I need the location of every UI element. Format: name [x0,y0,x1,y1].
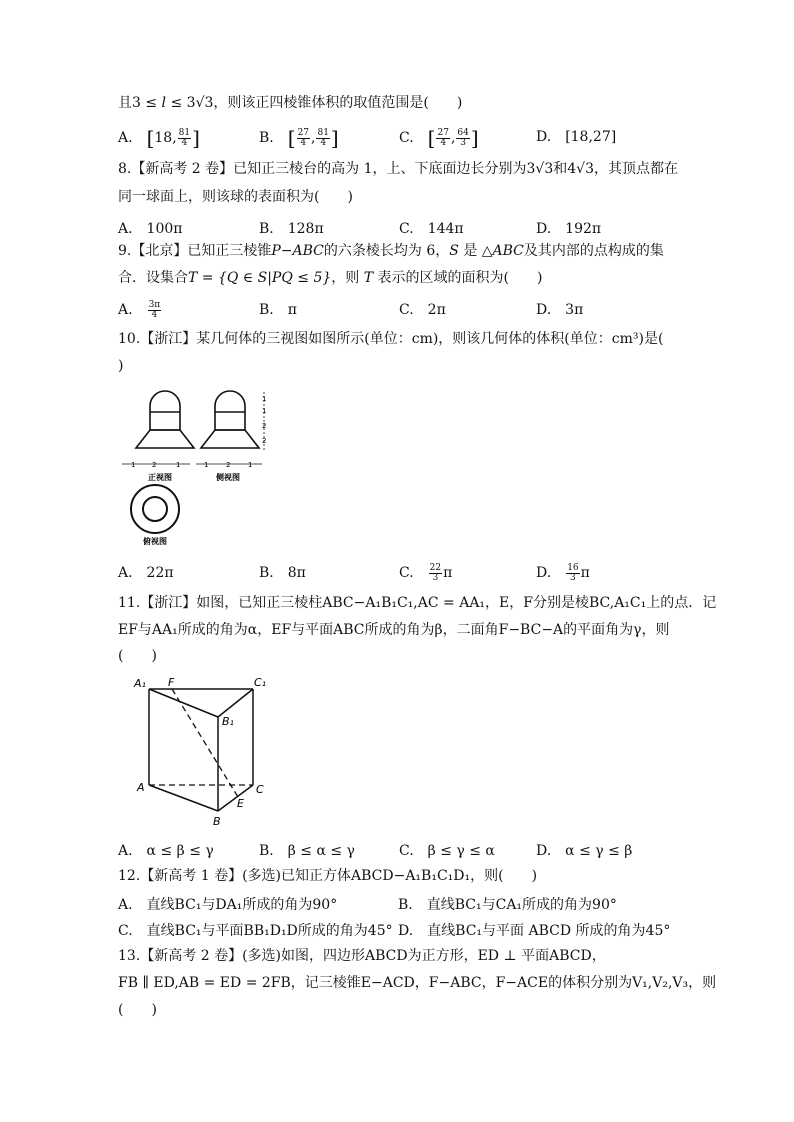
dim-w-front-2: 2 [152,461,157,469]
q8-option-c[interactable]: C. 144π [399,221,464,237]
label-B: B [213,815,221,828]
label-F: F [168,676,175,689]
q9-stem-line1: 9.【北京】已知正三棱锥P−ABC的六条棱长均为 6，S 是 △ABC及其内部的点构成的集 [118,243,664,259]
dim-w-front-3: 1 [176,461,181,469]
front-view-label: 正视图 [148,473,172,482]
q12-stem: 12.【新高考 1 卷】(多选)已知正方体ABCD−A₁B₁C₁D₁，则( ) [118,868,538,884]
dim-h-1: 1 [262,395,267,403]
top-view-label: 俯视图 [143,537,167,546]
q12-options-row2 [118,920,678,938]
q9-options [118,299,678,320]
q8-option-a[interactable]: A. 100π [118,221,183,237]
q12-option-b[interactable]: B. 直线BC₁与CA₁所成的角为90° [398,897,617,913]
q11-options [118,840,678,858]
side-view-drawing [201,391,259,448]
prism-hidden-edges [149,689,253,797]
q10-stem-line1: 10.【浙江】某几何体的三视图如图所示(单位：cm)，则该几何体的体积(单位：cm³)是( [118,331,664,347]
q8-stem-line1: 8.【新高考 2 卷】已知正三棱台的高为 1，上、下底面边长分别为3√3和4√3，其顶点都在 [118,161,678,177]
q12-option-a[interactable]: A. 直线BC₁与DA₁所成的角为90° [118,897,338,913]
q12-option-c[interactable]: C. 直线BC₁与平面BB₁D₁D所成的角为45° [118,923,393,939]
q7-option-a[interactable]: A. [18, $\frac{81}{4}$ ] [118,126,200,150]
q10-stem-line2: ) [118,358,124,374]
q10-option-b[interactable]: B. 8π [259,565,306,581]
dim-w-side-3: 1 [248,461,253,469]
q11-option-d[interactable]: D. α ≤ γ ≤ β [536,843,633,859]
label-C1: C₁ [254,676,267,689]
q9-option-a[interactable]: A. $\frac{3\pi}{4}$ [118,299,161,320]
q10-options [118,562,678,583]
q10-three-view-figure [118,388,268,548]
q12-option-d[interactable]: D. 直线BC₁与平面 ABCD 所成的角为45° [398,923,671,939]
q8-option-b[interactable]: B. 128π [259,221,324,237]
q12-options-row1 [118,894,678,912]
q7-continuation: 且3 ≤ l ≤ 3√3，则该正四棱锥体积的取值范围是( ) [118,95,463,111]
q9-stem-line2: 合．设集合T = {Q ∈ S|PQ ≤ 5}，则 T 表示的区域的面积为( ) [118,270,543,286]
q10-option-c[interactable]: C. $\frac{22}{3}$ π [399,562,453,583]
q7-option-b[interactable]: B. [ $\frac{27}{4}$ , $\frac{81}{4}$ ] [259,126,339,150]
q8-stem-line2: 同一球面上，则该球的表面积为( ) [118,189,353,205]
dim-h-3: 2 [262,422,267,430]
q13-stem-line3: ( ) [118,1002,157,1018]
q13-stem-line2: FB ∥ ED,AB = ED = 2FB，记三棱锥E−ACD，F−ABC，F−ACE的体积分别为V₁,V₂,V₃，则 [118,975,717,991]
q10-option-d[interactable]: D. $\frac{16}{3}$ π [536,562,590,583]
q9-option-c[interactable]: C. 2π [399,302,446,318]
top-view-drawing [131,485,179,533]
q13-stem-line1: 13.【新高考 2 卷】(多选)如图，四边形ABCD为正方形，ED ⊥ 平面ABCD， [118,948,606,964]
q11-stem-line3: ( ) [118,648,157,664]
prism-solid-edges [149,689,253,811]
q7-options [118,126,678,150]
q8-option-d[interactable]: D. 192π [536,221,602,237]
q7-option-d[interactable]: D. [18,27] [536,129,617,145]
q11-stem-line1: 11.【浙江】如图，已知正三棱柱ABC−A₁B₁C₁,AC = AA₁，E，F分别是棱BC,A₁C₁上的点．记 [118,595,717,611]
dim-w-side-2: 2 [226,461,231,469]
side-view-label: 侧视图 [216,473,240,482]
q7-option-c[interactable]: C. [ $\frac{27}{4}$ , $\frac{64}{3}$ ] [399,126,479,150]
dim-h-4: 2 [262,437,267,445]
label-A1: A₁ [134,677,146,690]
q11-option-a[interactable]: A. α ≤ β ≤ γ [118,843,214,859]
q9-option-b[interactable]: B. π [259,302,297,318]
label-A: A [137,781,145,794]
dim-h-2: 1 [262,407,267,415]
q11-option-b[interactable]: B. β ≤ α ≤ γ [259,843,355,859]
q11-prism-figure [126,670,276,834]
label-E: E [237,797,244,810]
q11-stem-line2: EF与AA₁所成的角为α，EF与平面ABC所成的角为β，二面角F−BC−A的平面角为γ，则 [118,622,670,638]
front-view-drawing [136,391,194,448]
q10-option-a[interactable]: A. 22π [118,565,174,581]
q9-option-d[interactable]: D. 3π [536,302,584,318]
dim-w-side-1: 1 [204,461,209,469]
label-C: C [256,783,264,796]
q11-option-c[interactable]: C. β ≤ γ ≤ α [399,843,495,859]
label-B1: B₁ [222,715,234,728]
q8-options [118,218,678,236]
dim-w-front-1: 1 [131,461,136,469]
